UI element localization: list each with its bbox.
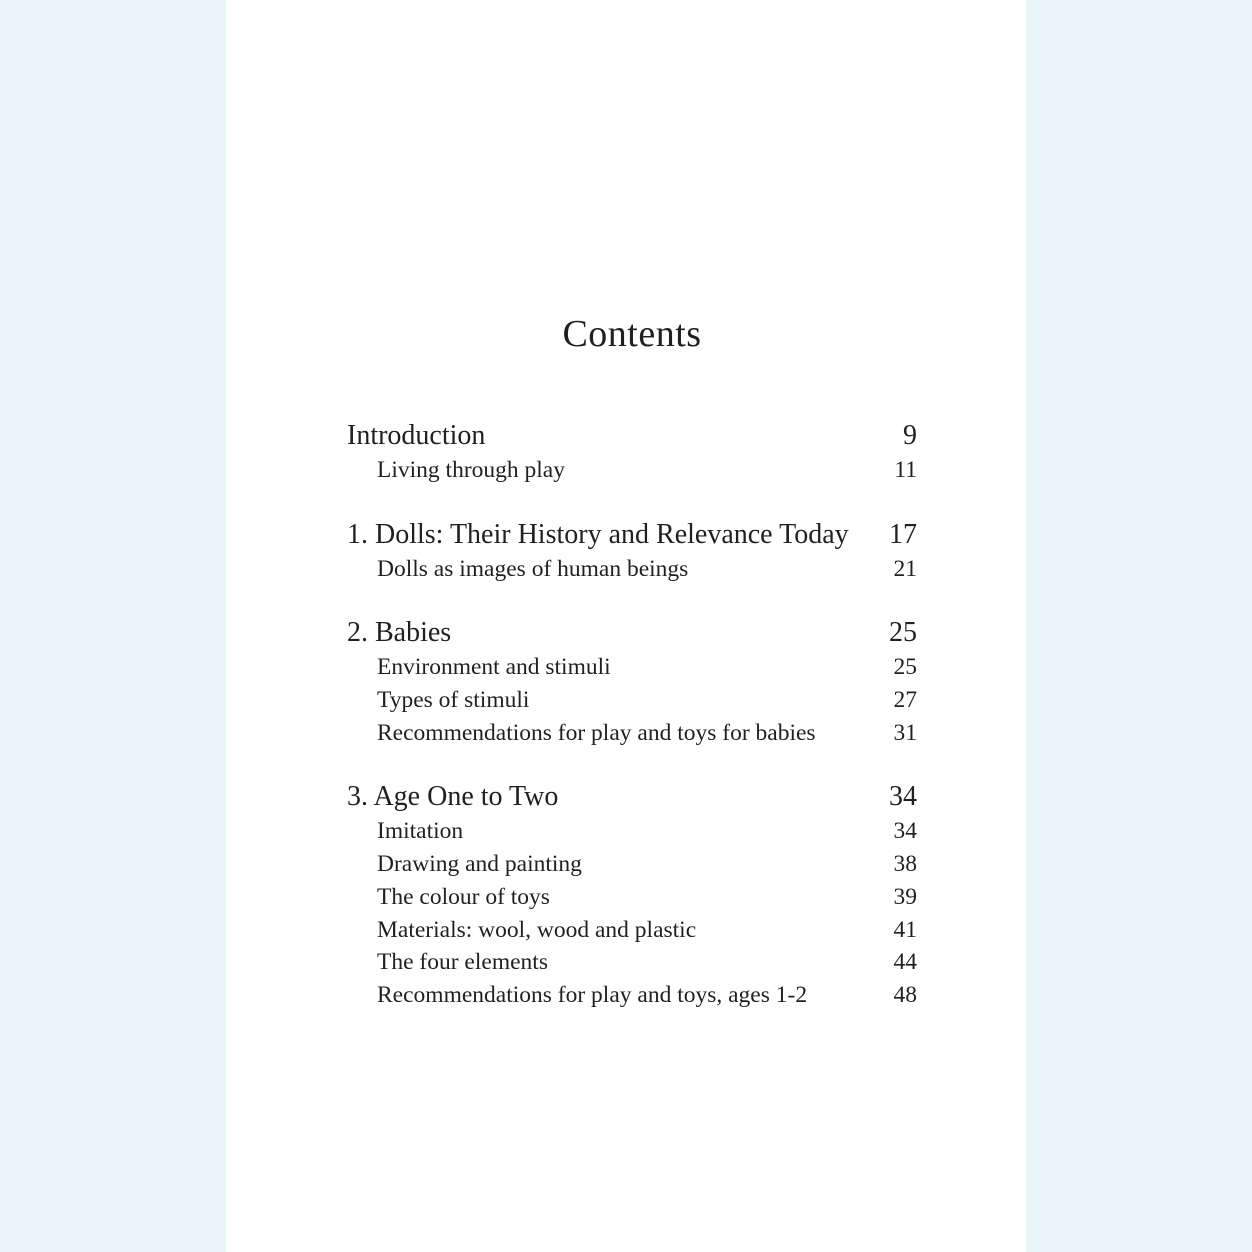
toc-subentry-title: The four elements bbox=[377, 949, 548, 976]
toc-subentry-title: Recommendations for play and toys, ages 1-2 bbox=[377, 981, 808, 1008]
page-title: Contents bbox=[562, 313, 702, 355]
toc-chapter-entry[interactable] bbox=[347, 779, 917, 815]
toc-section-chapter-2 bbox=[347, 615, 917, 749]
toc-page-number: 27 bbox=[893, 687, 917, 714]
toc-section-introduction bbox=[347, 418, 917, 487]
toc-page-number: 41 bbox=[893, 916, 917, 943]
toc-subentry[interactable] bbox=[347, 848, 917, 881]
toc-page-number: 21 bbox=[893, 555, 917, 582]
toc-chapter-title: 3. Age One to Two bbox=[347, 781, 559, 813]
toc-section-chapter-1 bbox=[347, 517, 917, 586]
toc-subentry[interactable] bbox=[347, 881, 917, 914]
toc-subentry[interactable] bbox=[347, 979, 917, 1012]
toc-subentry-title: Types of stimuli bbox=[377, 687, 530, 714]
toc-subentry[interactable] bbox=[347, 717, 917, 750]
toc-page-number: 25 bbox=[893, 654, 917, 681]
toc-chapter-title: Introduction bbox=[347, 420, 486, 451]
toc-page-number: 38 bbox=[893, 851, 917, 878]
toc-page-number: 34 bbox=[889, 781, 917, 813]
toc-section-chapter-3 bbox=[347, 779, 917, 1011]
toc-subentry[interactable] bbox=[347, 914, 917, 947]
toc-subentry[interactable] bbox=[347, 553, 917, 586]
toc-subentry-title: Imitation bbox=[377, 818, 464, 845]
toc-subentry-title: Drawing and painting bbox=[377, 851, 582, 878]
toc-subentry-title: Environment and stimuli bbox=[377, 654, 611, 681]
toc-page-number: 44 bbox=[893, 949, 917, 976]
toc-subentry[interactable] bbox=[347, 651, 917, 684]
book-page bbox=[226, 0, 1026, 1252]
toc-chapter-title: 2. Babies bbox=[347, 617, 452, 649]
toc-page-number: 25 bbox=[889, 617, 917, 649]
toc-subentry-title: Dolls as images of human beings bbox=[377, 555, 689, 582]
toc-chapter-title: 1. Dolls: Their History and Relevance Today bbox=[347, 518, 849, 550]
toc-page-number: 39 bbox=[893, 883, 917, 910]
toc-chapter-entry[interactable] bbox=[347, 615, 917, 651]
toc-subentry[interactable] bbox=[347, 454, 917, 487]
toc-page-number: 31 bbox=[893, 719, 917, 746]
toc-page-number: 48 bbox=[893, 981, 917, 1008]
toc-subentry-title: The colour of toys bbox=[377, 883, 550, 910]
toc-page-number: 34 bbox=[893, 818, 917, 845]
toc-page-number: 9 bbox=[903, 420, 917, 451]
toc-subentry[interactable] bbox=[347, 946, 917, 979]
toc-subentry[interactable] bbox=[347, 684, 917, 717]
toc-subentry-title: Materials: wool, wood and plastic bbox=[377, 916, 697, 943]
toc-subentry-title: Living through play bbox=[377, 457, 565, 483]
toc-page-number: 11 bbox=[894, 457, 917, 483]
toc-page-number: 17 bbox=[889, 518, 917, 550]
toc-chapter-entry[interactable] bbox=[347, 517, 917, 553]
toc-subentry[interactable] bbox=[347, 815, 917, 848]
toc-subentry-title: Recommendations for play and toys for babies bbox=[377, 719, 816, 746]
toc-chapter-entry[interactable] bbox=[347, 418, 917, 454]
table-of-contents bbox=[347, 418, 917, 1042]
